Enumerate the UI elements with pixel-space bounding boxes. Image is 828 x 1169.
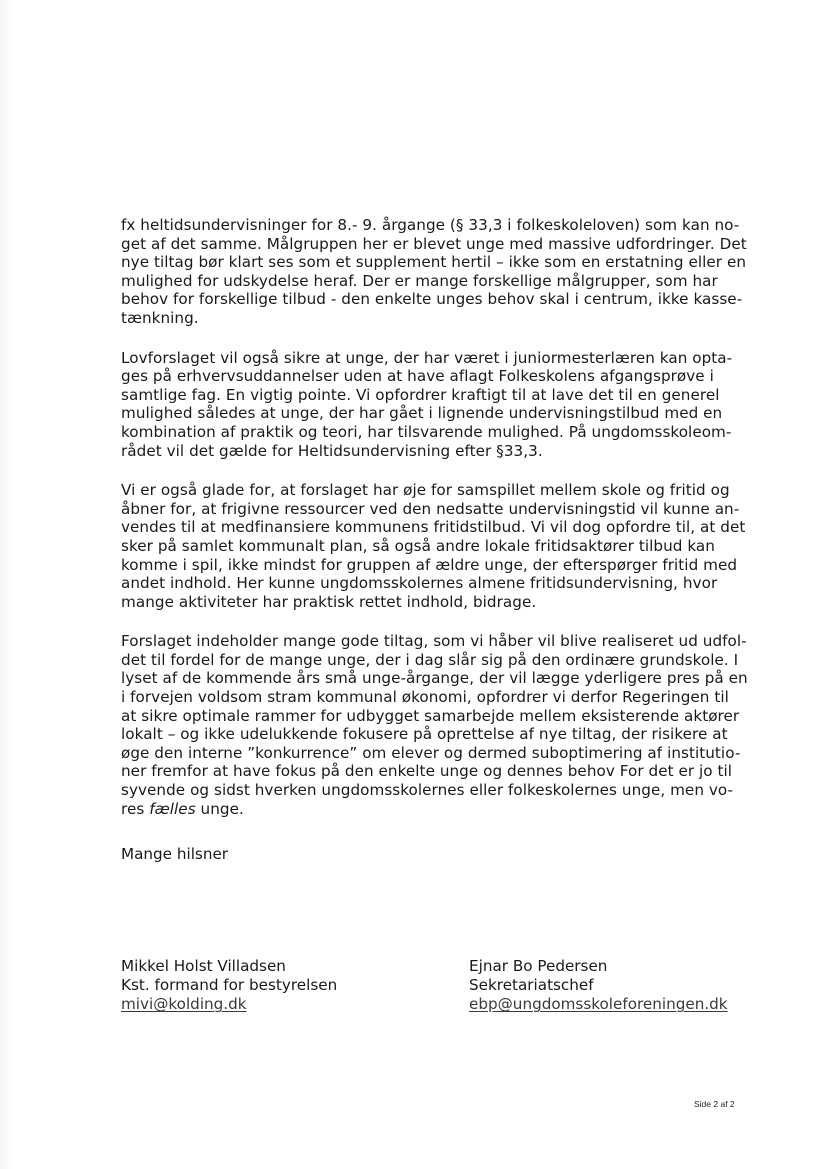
text-line: at sikre optimale rammer for udbygget samarbejde mellem eksisterende aktører bbox=[121, 706, 740, 725]
text-span: res bbox=[121, 799, 150, 818]
text-line: mulighed for udskydelse heraf. Der er mange forskellige målgrupper, som har bbox=[121, 271, 718, 290]
text-line: ner fremfor at have fokus på den enkelte unge og dennes behov For det er jo til bbox=[121, 762, 733, 781]
text-line: åbner for, at frigivne ressourcer ved den nedsatte undervisningstid vil kunne an- bbox=[121, 499, 740, 518]
text-line: øge den interne ”konkurrence” om elever og dermed suboptimering af institutio- bbox=[121, 743, 741, 762]
text-line: andet indhold. Her kunne ungdomsskolernes almene fritidsundervisning, hvor bbox=[121, 574, 718, 593]
signatory-left bbox=[121, 957, 337, 1015]
text-line: get af det samme. Målgruppen her er blevet unge med massive udfordringer. Det bbox=[121, 234, 747, 253]
paragraph-1 bbox=[121, 216, 761, 328]
text-line: tænkning. bbox=[121, 308, 199, 327]
text-line: lokalt – og ikke udelukkende fokusere på oprettelse af nye tiltag, der risikere at bbox=[121, 725, 728, 744]
text-line: lyset af de kommende års små unge-årgange, der vil lægge yderligere pres på en bbox=[121, 669, 748, 688]
signatory-email-link[interactable]: ebp@ungdomsskoleforeningen.dk bbox=[469, 995, 728, 1014]
signatory-title: Kst. formand for bestyrelsen bbox=[121, 976, 338, 995]
signatory-email-link[interactable]: mivi@kolding.dk bbox=[121, 995, 247, 1014]
text-line: Forslaget indeholder mange gode tiltag, som vi håber vil blive realiseret ud udfol- bbox=[121, 632, 747, 651]
letter-body bbox=[121, 216, 761, 864]
signatory-name: Mikkel Holst Villadsen bbox=[121, 957, 286, 975]
text-line: nye tiltag bør klart ses som et supplement hertil – ikke som en erstatning eller en bbox=[121, 253, 747, 272]
signatory-title: Sekretariatschef bbox=[469, 976, 594, 995]
text-line: Vi er også glade for, at forslaget har øje for samspillet mellem skole og fritid og bbox=[121, 481, 730, 500]
text-line: behov for forskellige tilbud - den enkelte unges behov skal i centrum, ikke kasse- bbox=[121, 290, 743, 309]
page-number: Side 2 af 2 bbox=[694, 1099, 735, 1109]
text-line: vendes til at medfinansiere kommunens fritidstilbud. Vi vil dog opfordre til, at det bbox=[121, 518, 746, 537]
text-line: rådet vil det gælde for Heltidsundervisning efter §33,3. bbox=[121, 441, 543, 460]
text-line: samtlige fag. En vigtig pointe. Vi opfordrer kraftigt til at lave det til en generel bbox=[121, 385, 720, 404]
text-line: mange aktiviteter har praktisk rettet indhold, bidrage. bbox=[121, 592, 537, 611]
closing-greeting: Mange hilsner bbox=[121, 845, 229, 864]
text-line: ges på erhvervsuddannelser uden at have aflagt Folkeskolens afgangsprøve i bbox=[121, 367, 714, 386]
text-line-last bbox=[121, 800, 761, 819]
paragraph-4 bbox=[121, 632, 761, 818]
emphasis-text: fælles bbox=[149, 799, 196, 818]
text-line: komme i spil, ikke mindst for gruppen af ældre unge, der efterspørger fritid med bbox=[121, 555, 738, 574]
text-line: det til fordel for de mange unge, der i dag slår sig på den ordinære grundskole. I bbox=[121, 650, 739, 669]
text-line: fx heltidsundervisninger for 8.- 9. årgange (§ 33,3 i folkeskoleloven) som kan no- bbox=[121, 216, 740, 234]
text-line: kombination af praktik og teori, har tilsvarende mulighed. På ungdomsskoleom- bbox=[121, 422, 732, 441]
text-line: syvende og sidst hverken ungdomsskolernes eller folkeskolernes unge, men vo- bbox=[121, 781, 734, 800]
signatory-right bbox=[469, 957, 728, 1015]
text-line: mulighed således at unge, der har gået i lignende undervisningstilbud med en bbox=[121, 404, 723, 423]
text-line: Lovforslaget vil også sikre at unge, der har været i juniormesterlæren kan opta- bbox=[121, 348, 733, 367]
text-line: i forvejen voldsom stram kommunal økonomi, opfordrer vi derfor Regeringen til bbox=[121, 688, 729, 707]
text-line: sker på samlet kommunalt plan, så også andre lokale fritidsaktører tilbud kan bbox=[121, 536, 715, 555]
paragraph-2 bbox=[121, 349, 761, 461]
signatory-name: Ejnar Bo Pedersen bbox=[469, 957, 608, 975]
paragraph-3 bbox=[121, 481, 761, 611]
text-span: unge. bbox=[195, 799, 244, 818]
signature-block bbox=[121, 957, 761, 1027]
